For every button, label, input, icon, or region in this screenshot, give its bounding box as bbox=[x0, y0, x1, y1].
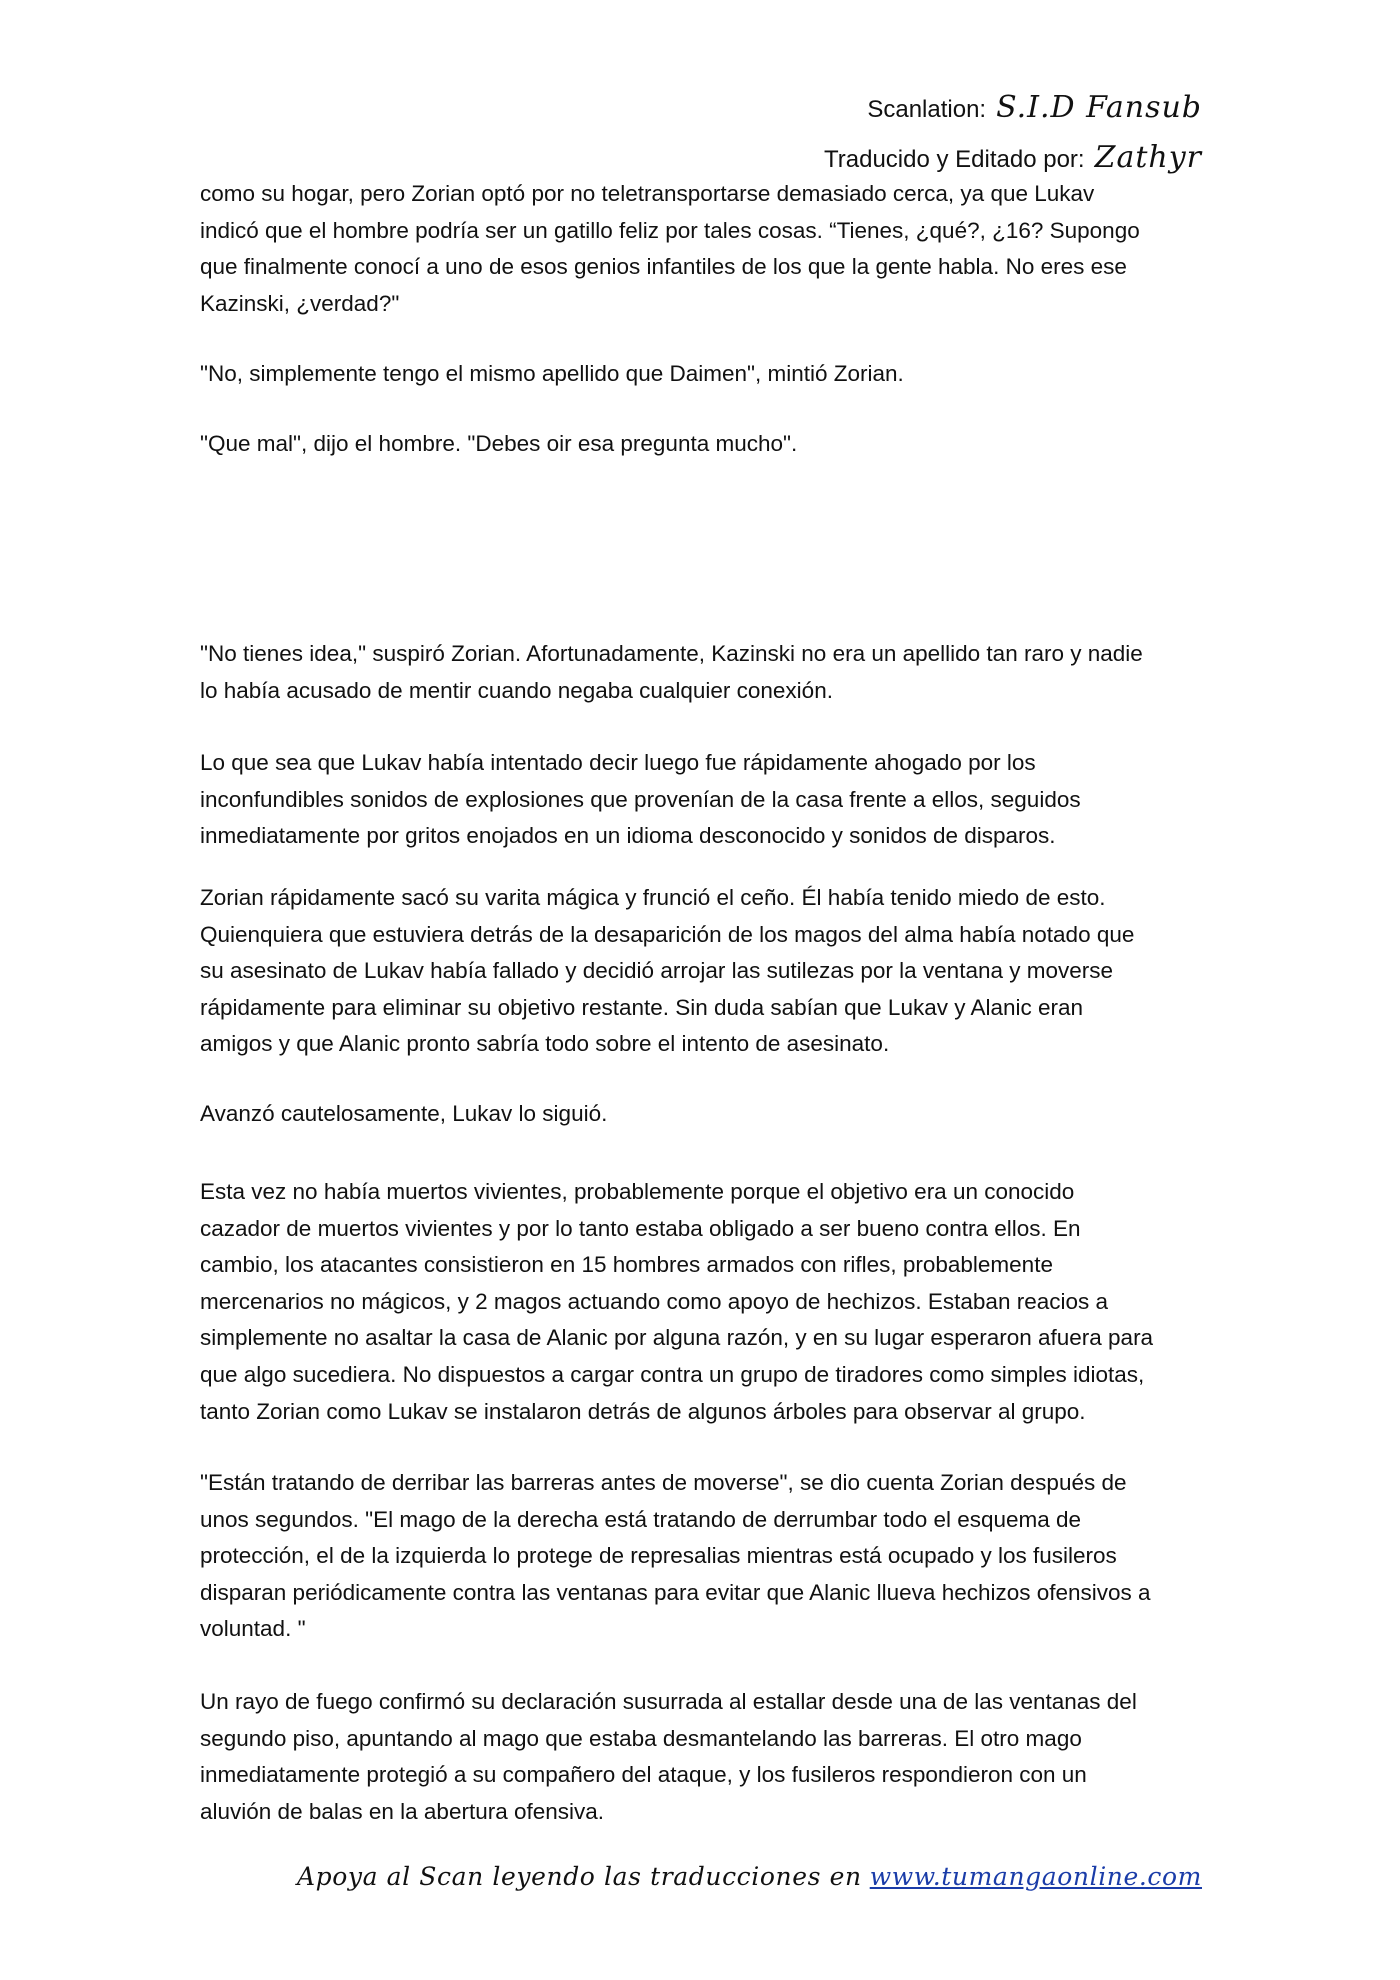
paragraph-line: Esta vez no había muertos vivientes, probablemente porque el objetivo era un conocido bbox=[200, 1179, 1075, 1204]
paragraph bbox=[200, 1096, 1200, 1133]
paragraph-line: disparan periódicamente contra las ventanas para evitar que Alanic llueva hechizos ofensivos a bbox=[200, 1579, 1151, 1605]
paragraph-line: protección, el de la izquierda lo protege de represalias mientras está ocupado y los fusileros bbox=[200, 1543, 1117, 1569]
paragraph bbox=[200, 1174, 1200, 1430]
paragraph-line: voluntad. " bbox=[200, 1616, 306, 1642]
paragraph bbox=[200, 1684, 1200, 1830]
paragraph-line: que finalmente conocí a uno de esos genios infantiles de los que la gente habla. No eres ese bbox=[200, 254, 1127, 280]
paragraph-line: mercenarios no mágicos, y 2 magos actuando como apoyo de hechizos. Estaban reacios a bbox=[200, 1288, 1109, 1314]
paragraph bbox=[200, 880, 1200, 1063]
paragraph-line: unos segundos. "El mago de la derecha está tratando de derrumbar todo el esquema de bbox=[200, 1506, 1082, 1532]
paragraph-line: Quienquiera que estuviera detrás de la desaparición de los magos del alma había notado que bbox=[200, 921, 1135, 947]
paragraph-line: su asesinato de Lukav había fallado y decidió arrojar las sutilezas por la ventana y moverse bbox=[200, 958, 1114, 984]
paragraph-line: inconfundibles sonidos de explosiones que provenían de la casa frente a ellos, seguidos bbox=[200, 786, 1081, 812]
paragraph bbox=[200, 426, 1200, 463]
paragraph-line: como su hogar, pero Zorian optó por no teletransportarse demasiado cerca, ya que Lukav bbox=[200, 181, 1095, 206]
paragraph-line: inmediatamente protegió a su compañero del ataque, y los fusileros respondieron con un bbox=[200, 1762, 1087, 1788]
paragraph-line: Lo que sea que Lukav había intentado decir luego fue rápidamente ahogado por los bbox=[200, 750, 1036, 775]
paragraph-line: segundo piso, apuntando al mago que estaba desmantelando las barreras. El otro mago bbox=[200, 1725, 1082, 1751]
footer-link[interactable]: www.tumangaonline.com bbox=[869, 1862, 1202, 1891]
paragraph-line: amigos y que Alanic pronto sabría todo sobre el intento de asesinato. bbox=[200, 1031, 890, 1057]
paragraph-line: tanto Zorian como Lukav se instalaron detrás de algunos árboles para observar al grupo. bbox=[200, 1398, 1086, 1424]
paragraph-line: cazador de muertos vivientes y por lo tanto estaba obligado a ser bueno contra ellos. En bbox=[200, 1215, 1081, 1241]
paragraph-line: "Están tratando de derribar las barreras antes de moverse", se dio cuenta Zorian después de bbox=[200, 1470, 1127, 1495]
paragraph-line: Zorian rápidamente sacó su varita mágica y frunció el ceño. Él había tenido miedo de esto. bbox=[200, 885, 1106, 910]
paragraph-line: rápidamente para eliminar su objetivo restante. Sin duda sabían que Lukav y Alanic eran bbox=[200, 994, 1084, 1020]
paragraph-line: cambio, los atacantes consistieron en 15 hombres armados con rifles, probablemente bbox=[200, 1252, 1053, 1278]
paragraph-line: simplemente no asaltar la casa de Alanic por alguna razón, y en su lugar esperaron afuera para bbox=[200, 1325, 1154, 1351]
footer-text: Apoya al Scan leyendo las traducciones en bbox=[296, 1862, 862, 1891]
paragraph bbox=[200, 745, 1200, 855]
translator-credit bbox=[824, 140, 1202, 175]
paragraph-line: aluvión de balas en la abertura ofensiva. bbox=[200, 1798, 605, 1824]
scanlation-group-name: S.I.D Fansub bbox=[996, 90, 1202, 125]
translator-name: Zathyr bbox=[1094, 140, 1202, 175]
paragraph-line: inmediatamente por gritos enojados en un idioma desconocido y sonidos de disparos. bbox=[200, 823, 1056, 849]
paragraph-line: lo había acusado de mentir cuando negaba cualquier conexión. bbox=[200, 677, 833, 703]
paragraph-line: Un rayo de fuego confirmó su declaración susurrada al estallar desde una de las ventanas del bbox=[200, 1689, 1137, 1714]
footer-note bbox=[297, 1862, 1202, 1891]
scanlation-credit bbox=[867, 90, 1202, 125]
paragraph bbox=[200, 176, 1200, 322]
paragraph-line: que algo sucediera. No dispuestos a cargar contra un grupo de tiradores como simples idiotas, bbox=[200, 1361, 1145, 1387]
paragraph-line: Kazinski, ¿verdad?" bbox=[200, 290, 400, 316]
paragraph-line: "Que mal", dijo el hombre. "Debes oir esa pregunta mucho". bbox=[200, 431, 798, 456]
paragraph-line: Avanzó cautelosamente, Lukav lo siguió. bbox=[200, 1101, 608, 1126]
scanlation-label: Scanlation: bbox=[867, 96, 987, 123]
paragraph bbox=[200, 1465, 1200, 1648]
paragraph-line: "No tienes idea," suspiró Zorian. Afortunadamente, Kazinski no era un apellido tan raro y nadie bbox=[200, 641, 1143, 666]
paragraph bbox=[200, 356, 1200, 393]
paragraph bbox=[200, 636, 1200, 709]
translator-label: Traducido y Editado por: bbox=[824, 146, 1085, 173]
paragraph-line: indicó que el hombre podría ser un gatillo feliz por tales cosas. “Tienes, ¿qué?, ¿16? Supongo bbox=[200, 217, 1140, 243]
paragraph-line: "No, simplemente tengo el mismo apellido que Daimen", mintió Zorian. bbox=[200, 361, 904, 386]
